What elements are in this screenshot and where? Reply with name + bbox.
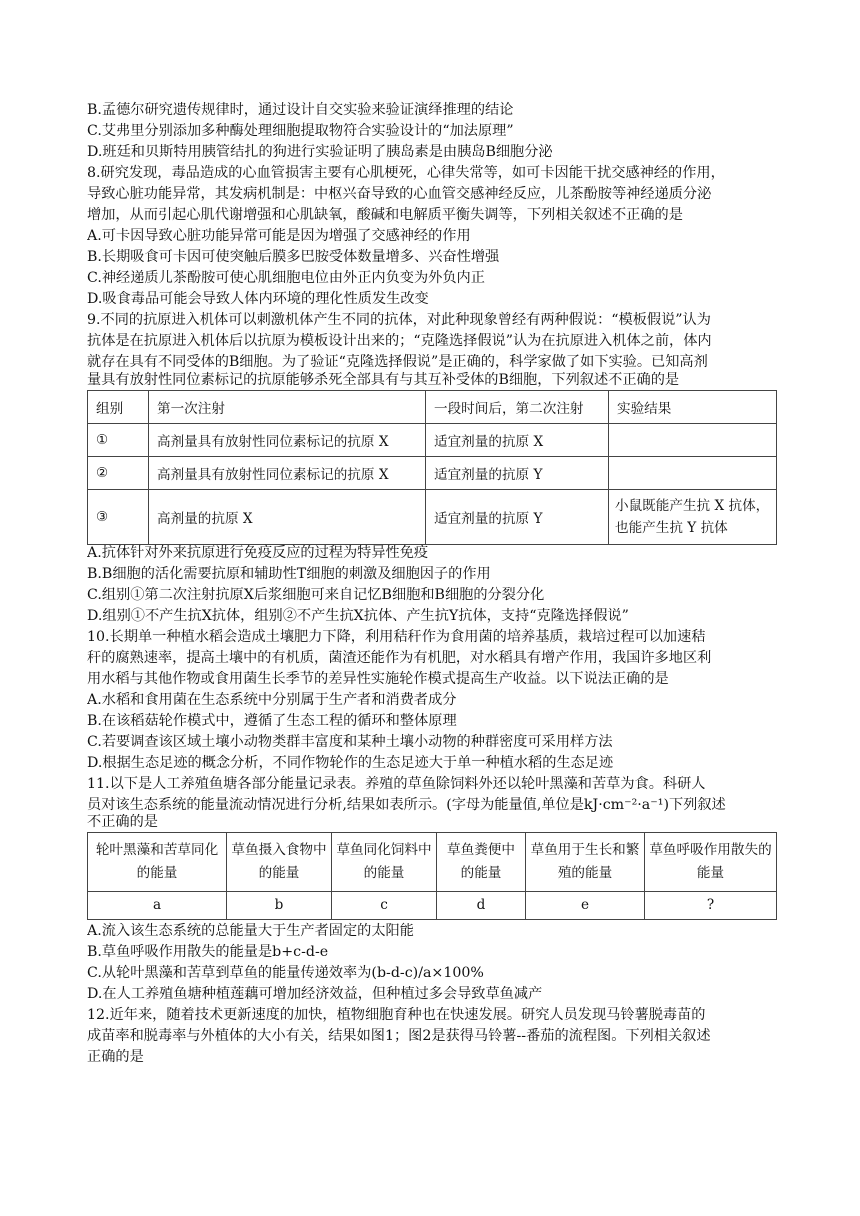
table-cell [609, 457, 777, 490]
option-b: B.B细胞的活化需要抗原和辅助性T细胞的刺激及细胞因子的作用 [87, 566, 491, 582]
table-header-row [88, 391, 777, 424]
question-12-stem: 正确的是 [87, 1049, 144, 1065]
table-header-row [88, 833, 777, 892]
question-12-stem: 成苗率和脱毒率与外植体的大小有关，结果如图1；图2是获得马铃薯--番茄的流程图。下列相关叙述 [87, 1028, 711, 1044]
table-header-cell: 实验结果 [609, 391, 777, 424]
question-8-stem: 导致心脏功能异常，其发病机制是：中枢兴奋导致的心血管交感神经反应，儿茶酚胺等神经递质分泌 [87, 186, 712, 202]
question-12-stem: 12.近年来，随着技术更新速度的加快，植物细胞育种也在快速发展。研究人员发现马铃薯脱毒苗的 [87, 1007, 706, 1023]
option-c: C.若要调查该区域土壤小动物类群丰富度和某种土壤小动物的种群密度可采用样方法 [87, 734, 613, 750]
table-cell: a [88, 892, 227, 920]
question-10-stem: 用水稻与其他作物或食用菌生长季节的差异性实施轮作模式提高生产收益。以下说法正确的是 [87, 671, 669, 687]
table-row [88, 457, 777, 490]
option-b: B.长期吸食可卡因可使突触后膜多巴胺受体数量增多、兴奋性增强 [87, 249, 500, 265]
table-row [88, 424, 777, 457]
table-header-cell: 一段时间后，第二次注射 [426, 391, 609, 424]
table-cell: 高剂量具有放射性同位素标记的抗原 X [149, 457, 426, 490]
option-c: C.从轮叶黑藻和苦草到草鱼的能量传递效率为(b-d-c)/a×100% [87, 965, 484, 981]
option-b: B.草鱼呼吸作用散失的能量是b+c-d-e [87, 944, 329, 960]
table-cell: b [227, 892, 332, 920]
option-d: D.组别①不产生抗X抗体，组别②不产生抗X抗体、产生抗Y抗体，支持“克隆选择假说” [87, 608, 629, 624]
question-8-stem: 8.研究发现，毒品造成的心血管损害主要有心肌梗死，心律失常等，如可卡因能干扰交感神经的作用， [87, 165, 725, 181]
table-header-cell: 组别 [88, 391, 149, 424]
table-cell: 高剂量的抗原 X [149, 490, 426, 545]
option-a: A.流入该生态系统的总能量大于生产者固定的太阳能 [87, 923, 414, 939]
table-header-cell: 轮叶黑藻和苦草同化的能量 [88, 833, 227, 892]
table-header-cell: 草鱼摄入食物中的能量 [227, 833, 332, 892]
text-line: B.孟德尔研究遗传规律时，通过设计自交实验来验证演绎推理的结论 [87, 102, 514, 118]
question-8-stem: 增加，从而引起心肌代谢增强和心肌缺氧，酸碱和电解质平衡失调等，下列相关叙述不正确的是 [87, 207, 683, 223]
question-11-stem: 11.以下是人工养殖鱼塘各部分能量记录表。养殖的草鱼除饲料外还以轮叶黑藻和苦草为食。科研人 [87, 776, 706, 792]
question-11-stem: 员对该生态系统的能量流动情况进行分析,结果如表所示。(字母为能量值,单位是kJ·cm⁻²·a⁻¹)下列叙述 [87, 797, 726, 813]
option-d: D.在人工养殖鱼塘种植莲藕可增加经济效益，但种植过多会导致草鱼减产 [87, 986, 543, 1002]
option-a: A.抗体针对外来抗原进行免疫反应的过程为特异性免疫 [87, 545, 429, 561]
table-cell: ① [88, 424, 149, 457]
question-9-stem: 抗体是在抗原进入机体后以抗原为模板设计出来的；“克隆选择假说”认为在抗原进入机体之前，体内 [87, 333, 712, 349]
table-cell: d [437, 892, 526, 920]
table-header-cell: 第一次注射 [149, 391, 426, 424]
option-a: A.可卡因导致心脏功能异常可能是因为增强了交感神经的作用 [87, 228, 471, 244]
table-cell [609, 424, 777, 457]
table-row [88, 892, 777, 920]
question-10-stem: 秆的腐熟速率，提高土壤中的有机质，菌渣还能作为有机肥，对水稻具有增产作用，我国许多地区利 [87, 650, 712, 666]
question-9-stem: 9.不同的抗原进入机体可以刺激机体产生不同的抗体，对此种现象曾经有两种假说：“模板假说”认为 [87, 312, 711, 328]
option-c: C.神经递质儿茶酚胺可使心肌细胞电位由外正内负变为外负内正 [87, 270, 485, 286]
table-cell: ? [645, 892, 777, 920]
table-cell: 小鼠既能产生抗 X 抗体，也能产生抗 Y 抗体 [609, 490, 777, 545]
table-cell: ② [88, 457, 149, 490]
question-9-stem: 就存在具有不同受体的B细胞。为了验证“克隆选择假说”是正确的，科学家做了如下实验。已知高剂 [87, 354, 708, 370]
experiment-table [87, 390, 777, 545]
option-a: A.水稻和食用菌在生态系统中分别属于生产者和消费者成分 [87, 692, 457, 708]
question-10-stem: 10.长期单一种植水稻会造成土壤肥力下降，利用秸秆作为食用菌的培养基质，栽培过程可以加速秸 [87, 629, 706, 645]
table-cell: 适宜剂量的抗原 Y [426, 490, 609, 545]
question-9-stem: 量具有放射性同位素标记的抗原能够杀死全部具有与其互补受体的B细胞，下列叙述不正确的是 [87, 372, 680, 388]
option-c: C.组别①第二次注射抗原X后浆细胞可来自记忆B细胞和B细胞的分裂分化 [87, 587, 545, 603]
text-line: D.班廷和贝斯特用胰管结扎的狗进行实验证明了胰岛素是由胰岛B细胞分泌 [87, 144, 553, 160]
table-cell: 高剂量具有放射性同位素标记的抗原 X [149, 424, 426, 457]
table-header-cell: 草鱼同化饲料中的能量 [332, 833, 437, 892]
table-row [88, 490, 777, 545]
table-cell: 适宜剂量的抗原 Y [426, 457, 609, 490]
table-cell: 适宜剂量的抗原 X [426, 424, 609, 457]
energy-table [87, 832, 777, 920]
table-header-cell: 草鱼呼吸作用散失的能量 [645, 833, 777, 892]
table-header-cell: 草鱼用于生长和繁殖的能量 [526, 833, 645, 892]
option-d: D.根据生态足迹的概念分析，不同作物轮作的生态足迹大于单一种植水稻的生态足迹 [87, 755, 614, 771]
table-cell: e [526, 892, 645, 920]
question-11-stem: 不正确的是 [87, 814, 158, 830]
text-line: C.艾弗里分别添加多种酶处理细胞提取物符合实验设计的“加法原理” [87, 123, 514, 139]
table-header-cell: 草鱼粪便中的能量 [437, 833, 526, 892]
table-cell: c [332, 892, 437, 920]
option-d: D.吸食毒品可能会导致人体内环境的理化性质发生改变 [87, 291, 429, 307]
option-b: B.在该稻菇轮作模式中，遵循了生态工程的循环和整体原理 [87, 713, 457, 729]
table-cell: ③ [88, 490, 149, 545]
